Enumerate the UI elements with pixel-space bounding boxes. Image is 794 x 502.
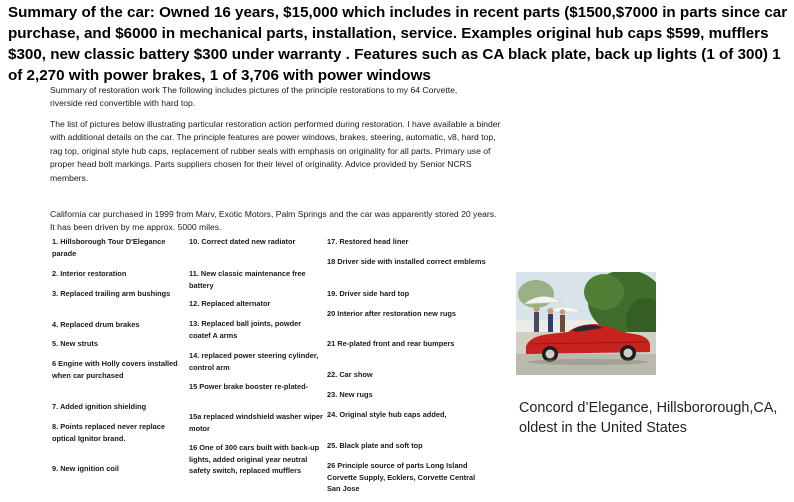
photo-caption: Concord d’Elegance, Hillsbororough,CA, oldest in the United States <box>519 400 778 436</box>
list-item: 12. Replaced alternator <box>189 299 271 308</box>
list-item: 14. replaced power steering cylinder, control arm <box>189 351 319 372</box>
document-details: The list of pictures below illustrating particular restoration action performed during restoration. I have available a binder with additional details on the car. The principle features are power windows, brakes, steering, automatic, v8, hard top, rag top, original style hub caps, replacement of rubber seals with emphasis on originality for all parts. Primary use of proper head bolt markings. Parts suppliers chosen for their level of originality. Advice provided by Senior NCRS members. <box>50 119 501 183</box>
list-item: 15a replaced windshield washer wiper motor <box>189 412 323 433</box>
list-item: 22. Car show <box>327 370 373 379</box>
list-item: 24. Original style hub caps added, <box>327 410 447 419</box>
list-item: 17. Restored head liner <box>327 237 409 246</box>
corvette-photo <box>516 272 656 375</box>
document-intro: Summary of restoration work The following includes pictures of the principle restorations to my 64 Corvette, riverside red convertible with hard top. <box>50 85 458 109</box>
list-item: 8. Points replaced never replace optical Ignitor brand. <box>52 422 165 443</box>
list-item: 20 Interior after restoration new rugs <box>327 309 456 318</box>
list-item: 26 Principle source of parts Long Island Corvette Supply, Ecklers, Corvette Central San Jose <box>327 461 476 493</box>
list-item: 7. Added ignition shielding <box>52 402 147 411</box>
list-item: 21 Re-plated front and rear bumpers <box>327 339 455 348</box>
list-item: 15 Power brake booster re-plated- <box>189 382 309 391</box>
list-item: 16 One of 300 cars built with back-up lights, added original year neutral safety switch, replaced mufflers <box>189 443 320 475</box>
restoration-document <box>44 84 504 500</box>
list-item: 18 Driver side with installed correct emblems <box>327 257 486 266</box>
list-item: 5. New struts <box>52 339 99 348</box>
list-item: 13. Replaced ball joints, powder coatef A arms <box>189 319 302 340</box>
corvette-illustration <box>516 272 656 375</box>
summary-header: Summary of the car: Owned 16 years, $15,000 which includes in recent parts ($1500,$7000 in parts since car purchase, and $6000 in mechanical parts, installation, service. Examples original hub caps $599, mufflers $300, new classic battery $300 under warranty . Features such as CA black plate, back up lights (1 of 300) 1 of 2,270 with power brakes, 1 of 3,706 with power windows <box>8 4 788 84</box>
list-item: 10. Correct dated new radiator <box>189 237 296 246</box>
list-item: 3. Replaced trailing arm bushings <box>52 289 171 298</box>
list-item: 19. Driver side hard top <box>327 289 410 298</box>
list-item: 11. New classic maintenance free battery <box>189 269 306 290</box>
list-item: 1. Hillsborough Tour D'Elegance parade <box>52 237 166 258</box>
document-history: California car purchased in 1999 from Marv, Exotic Motors, Palm Springs and the car was apparently stored 20 years. It has been driven by me approx. 5000 miles. <box>50 209 497 233</box>
list-item: 23. New rugs <box>327 390 373 399</box>
list-item: 25. Black plate and soft top <box>327 441 423 450</box>
list-item: 9. New ignition coil <box>52 464 119 473</box>
list-item: 4. Replaced drum brakes <box>52 320 140 329</box>
list-item: 6 Engine with Holly covers installed when car purchased <box>52 359 178 380</box>
list-item: 2. Interior restoration <box>52 269 127 278</box>
